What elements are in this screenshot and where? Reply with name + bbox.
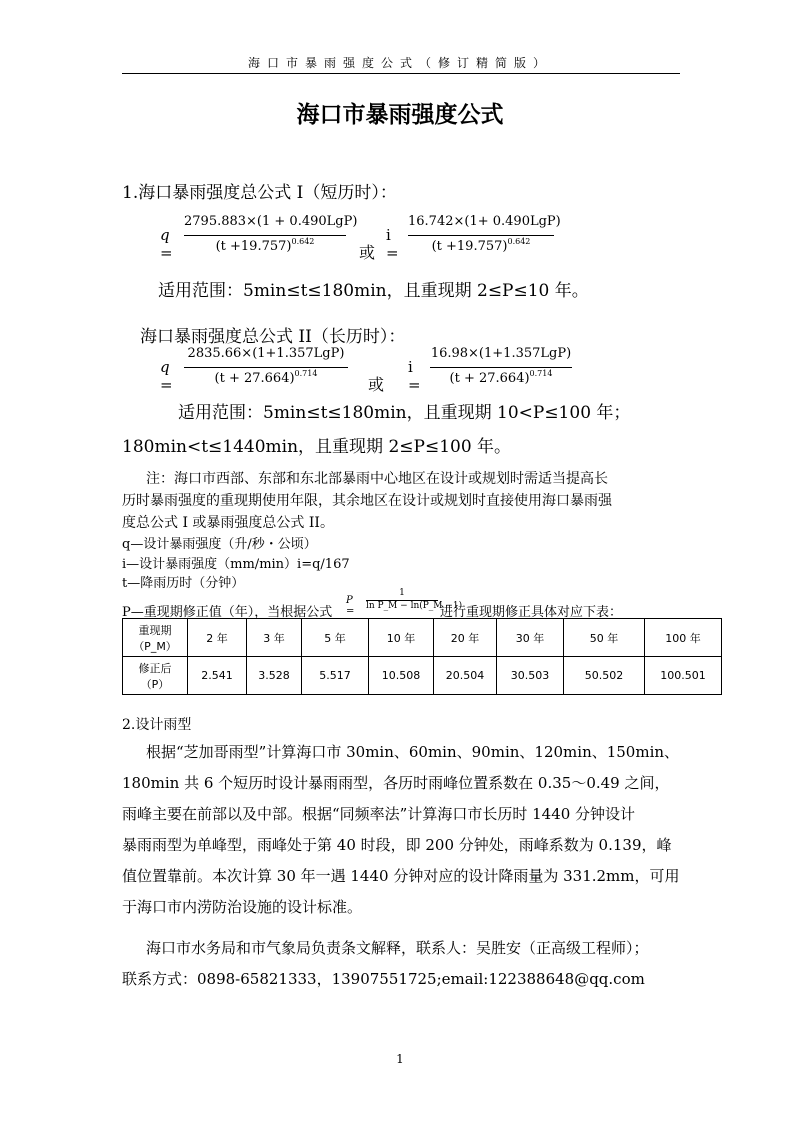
range-long-line1: 适用范围：5min≤t≤180min，且重现期 10<P≤100 年； [178, 403, 631, 423]
definition-i: i—设计暴雨强度（mm/min）i=q/167 [122, 557, 350, 572]
section1-heading2: 海口暴雨强度总公式 II（长历时）： [140, 327, 406, 347]
paragraph-line: 海口市水务局和市气象局负责条文解释，联系人：吴胜安（正高级工程师）； [146, 939, 649, 957]
definition-p-text: P—重现期修正值（年），当根据公式 [122, 605, 333, 620]
table-cell: 10.508 [369, 657, 434, 695]
paragraph-line: 根据“芝加哥雨型”计算海口市 30min、60min、90min、120min、150min、 [146, 743, 680, 761]
table-cell: 30 年 [497, 619, 564, 657]
table-row [123, 657, 722, 695]
formula-numerator: 16.742×(1+ 0.490LgP) [408, 214, 561, 229]
formula-denominator: $(t +19.757)^{0.642}$ [215, 237, 315, 254]
table-cell: 5.517 [302, 657, 369, 695]
formula-denominator: $(t +19.757)^{0.642}$ [431, 237, 531, 254]
formula-lhs: P = [346, 595, 355, 617]
fraction-bar [408, 235, 554, 236]
table-cell: 50 年 [564, 619, 645, 657]
table-cell: 30.503 [497, 657, 564, 695]
formula-denominator: $(t + 27.664)^{0.714}$ [449, 369, 553, 386]
formula-lhs: q = [160, 358, 173, 394]
table-cell: 100.501 [645, 657, 722, 695]
definition-t: t—降雨历时（分钟） [122, 576, 245, 591]
or-label: 或 [359, 243, 376, 262]
definition-p-text-after: 进行重现期修正具体对应下表： [440, 605, 623, 620]
table-cell: 100 年 [645, 619, 722, 657]
paragraph-line: 值位置靠前。本次计算 30 年一遇 1440 分钟对应的设计降雨量为 331.2mm，可用 [122, 867, 680, 885]
section1-heading: 1.海口暴雨强度总公式 I（短历时）： [122, 183, 397, 203]
formula-numerator: 2835.66×(1+1.357LgP) [187, 346, 345, 361]
table-cell: 10 年 [369, 619, 434, 657]
page-title: 海口市暴雨强度公式 [296, 102, 504, 128]
table-cell: 3 年 [247, 619, 302, 657]
header-rule [122, 73, 680, 74]
note-line: 注：海口市西部、东部和东北部暴雨中心地区在设计或规划时需适当提高长 [146, 471, 608, 487]
table-cell: 50.502 [564, 657, 645, 695]
running-header: 海口市暴雨强度公式（修订精简版） [247, 56, 552, 70]
or-label: 或 [368, 375, 385, 394]
table-row [123, 619, 722, 657]
formula-lhs: i = [408, 358, 421, 394]
definition-q: q—设计暴雨强度（升/秒・公顷） [122, 537, 317, 552]
table-row-label: 重现期 （P_M） [123, 619, 188, 657]
range-long-line2: 180min<t≤1440min，且重现期 2≤P≤100 年。 [122, 437, 512, 457]
paragraph-line: 联系方式：0898-65821333，13907551725;email:122388648@qq.com [122, 970, 645, 988]
table-cell: 2.541 [188, 657, 247, 695]
return-period-table [122, 618, 722, 695]
formula-lhs: i = [386, 226, 399, 262]
page-number: 1 [396, 1052, 404, 1066]
table-cell: 5 年 [302, 619, 369, 657]
paragraph-line: 180min 共 6 个短历时设计暴雨雨型，各历时雨峰位置系数在 0.35～0.49 之间， [122, 774, 670, 792]
paragraph-line: 暴雨雨型为单峰型，雨峰处于第 40 时段，即 200 分钟处，雨峰系数为 0.139，峰 [122, 836, 672, 854]
table-cell: 20.504 [434, 657, 497, 695]
note-line: 历时暴雨强度的重现期使用年限，其余地区在设计或规划时直接使用海口暴雨强 [122, 493, 612, 509]
formula-numerator: 1 [399, 588, 405, 598]
formula-numerator: 2795.883×(1 + 0.490LgP) [184, 214, 358, 229]
fraction-bar [184, 367, 348, 368]
section2-heading: 2.设计雨型 [122, 717, 192, 733]
table-cell: 3.528 [247, 657, 302, 695]
table-row-label: 修正后 （P） [123, 657, 188, 695]
paragraph-line: 于海口市内涝防治设施的设计标准。 [122, 898, 363, 916]
range-short: 适用范围：5min≤t≤180min，且重现期 2≤P≤10 年。 [158, 281, 589, 301]
note-line: 度总公式 I 或暴雨强度总公式 II。 [122, 515, 334, 531]
formula-denominator: $(t + 27.664)^{0.714}$ [214, 369, 318, 386]
formula-denominator: ln P_M − ln(P_M −1) [366, 601, 463, 611]
paragraph-line: 雨峰主要在前部以及中部。根据“同频率法”计算海口市长历时 1440 分钟设计 [122, 805, 636, 823]
table-cell: 20 年 [434, 619, 497, 657]
formula-numerator: 16.98×(1+1.357LgP) [430, 346, 572, 361]
formula-lhs: q = [160, 226, 173, 262]
table-cell: 2 年 [188, 619, 247, 657]
fraction-bar [430, 367, 572, 368]
fraction-bar [184, 235, 346, 236]
